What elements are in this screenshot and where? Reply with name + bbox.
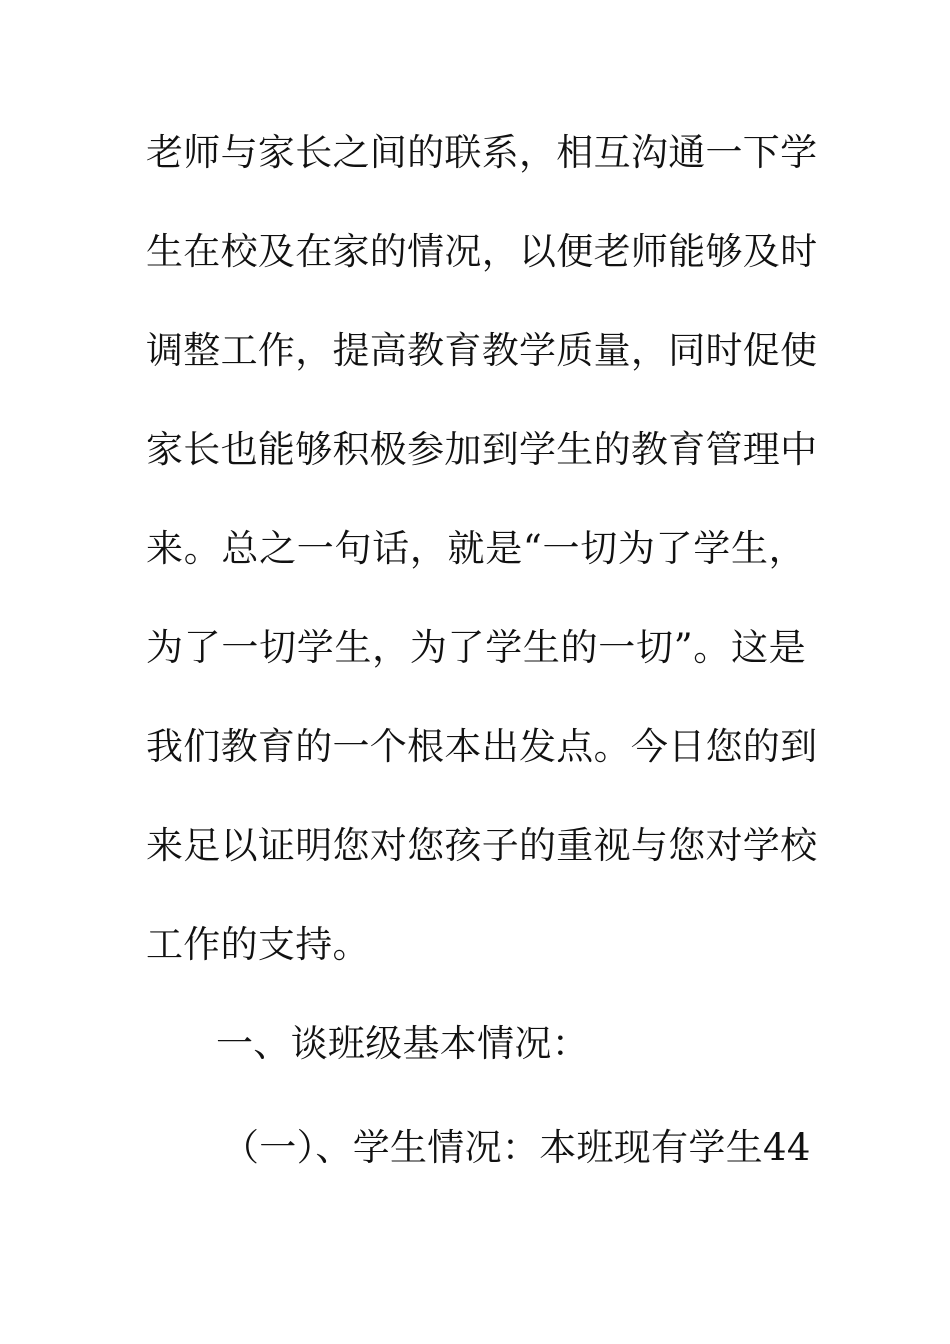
paragraph-line: 来足以证明您对您孩子的重视与您对学校 [146, 824, 818, 867]
paragraph-line: 我们教育的一个根本出发点。今日您的到 [146, 725, 818, 768]
paragraph-line: 调整工作，提高教育教学质量，同时促使 [146, 329, 818, 372]
paragraph-line: 老师与家长之间的联系，相互沟通一下学 [146, 131, 818, 174]
subsection-heading: （一）、学生情况：本班现有学生44 [222, 1126, 811, 1169]
paragraph-line: 为了一切学生，为了学生的一切”。这是 [146, 626, 806, 669]
paragraph-line: 工作的支持。 [146, 923, 370, 966]
paragraph-line: 来。总之一句话，就是“一切为了学生， [146, 527, 806, 570]
paragraph-line: 家长也能够积极参加到学生的教育管理中 [146, 428, 818, 471]
paragraph-line: 生在校及在家的情况，以便老师能够及时 [146, 230, 818, 273]
section-heading: 一、谈班级基本情况： [216, 1022, 589, 1065]
